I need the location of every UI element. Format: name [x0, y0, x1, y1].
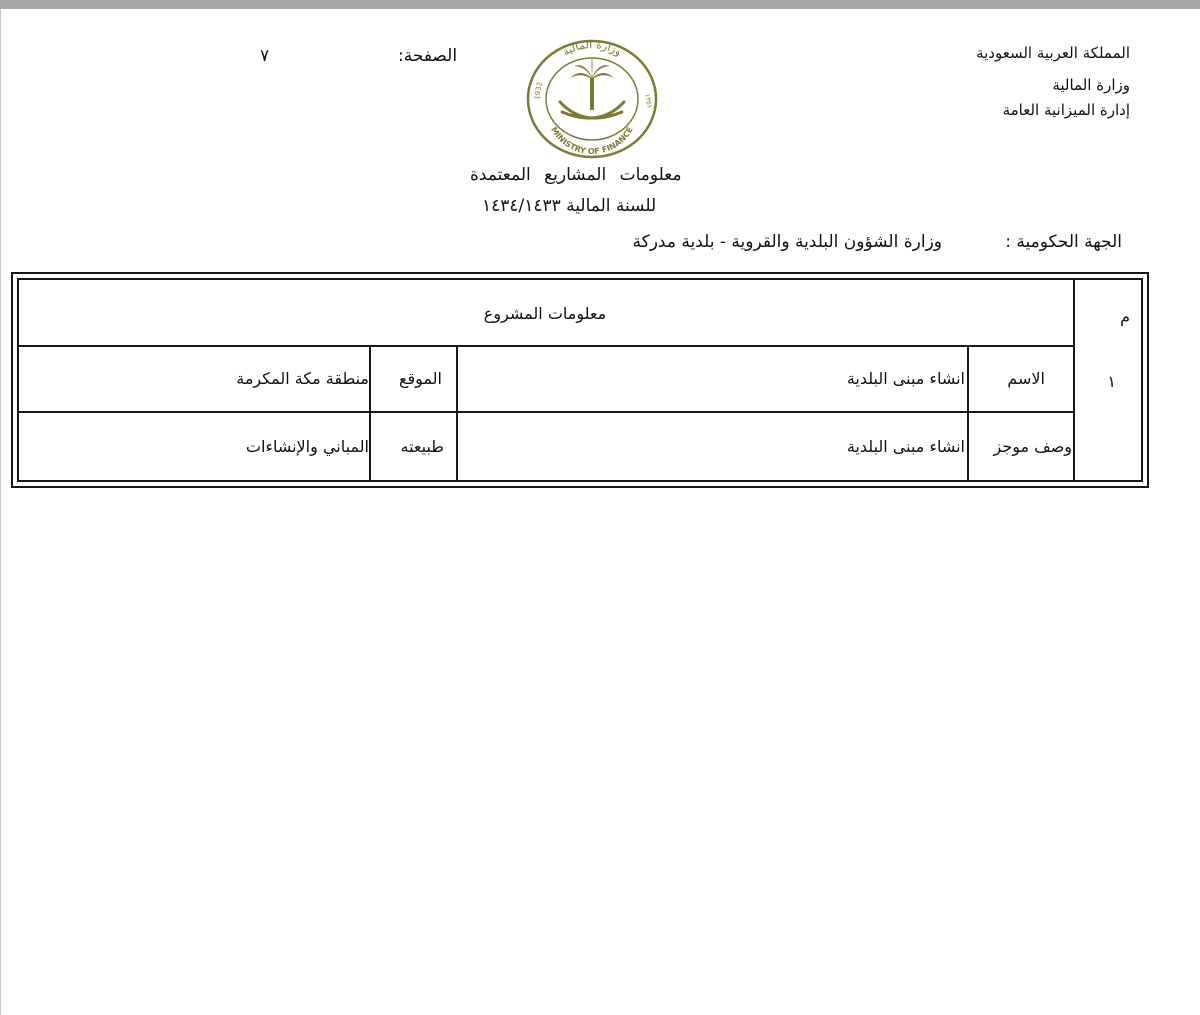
column-header-project-info: معلومات المشروع	[483, 304, 607, 323]
nature-label: طبيعته	[400, 437, 444, 456]
entity-label: الجهة الحكومية :	[1005, 232, 1122, 252]
document-title: معلومات المشاريع المعتمدة	[470, 165, 682, 185]
seal-year-right: ١٣٥١	[643, 92, 654, 110]
divider-second-label-column	[369, 345, 371, 482]
location-value: منطقة مكة المكرمة	[236, 369, 369, 388]
location-label: الموقع	[399, 369, 442, 388]
fiscal-year-subtitle: للسنة المالية ١٤٣٤/١٤٣٣	[482, 196, 657, 216]
divider-detail-rows	[17, 411, 1073, 413]
org-name-kingdom: المملكة العربية السعودية	[976, 44, 1130, 62]
seal-year-left: 1932	[533, 81, 545, 101]
page-left-edge	[0, 9, 1, 1015]
divider-number-column	[1073, 278, 1075, 482]
palm-tree-icon	[570, 58, 614, 110]
row-number: ١	[1107, 372, 1116, 391]
divider-header-row	[17, 345, 1073, 347]
column-header-number: م	[1120, 307, 1130, 326]
description-label: وصف موجز	[993, 437, 1072, 456]
seal-arabic-text: وزارة المالية	[560, 38, 624, 59]
org-name-department: إدارة الميزانية العامة	[1002, 101, 1130, 119]
divider-label-column	[967, 345, 969, 482]
name-label: الاسم	[1007, 369, 1045, 388]
seal-english-text: MINISTRY OF FINANCE	[549, 125, 635, 157]
entity-value: وزارة الشؤون البلدية والقروية - بلدية مدركة	[632, 232, 942, 252]
description-value: انشاء مبنى البلدية	[846, 437, 965, 456]
ministry-seal-logo	[524, 38, 660, 160]
nature-value: المباني والإنشاءات	[245, 437, 369, 456]
divider-value-column	[456, 345, 458, 482]
org-name-ministry: وزارة المالية	[1052, 76, 1130, 94]
name-value: انشاء مبنى البلدية	[846, 369, 965, 388]
page-number: ٧	[260, 46, 270, 66]
page-label: الصفحة:	[398, 46, 458, 66]
window-top-bar	[0, 0, 1200, 9]
